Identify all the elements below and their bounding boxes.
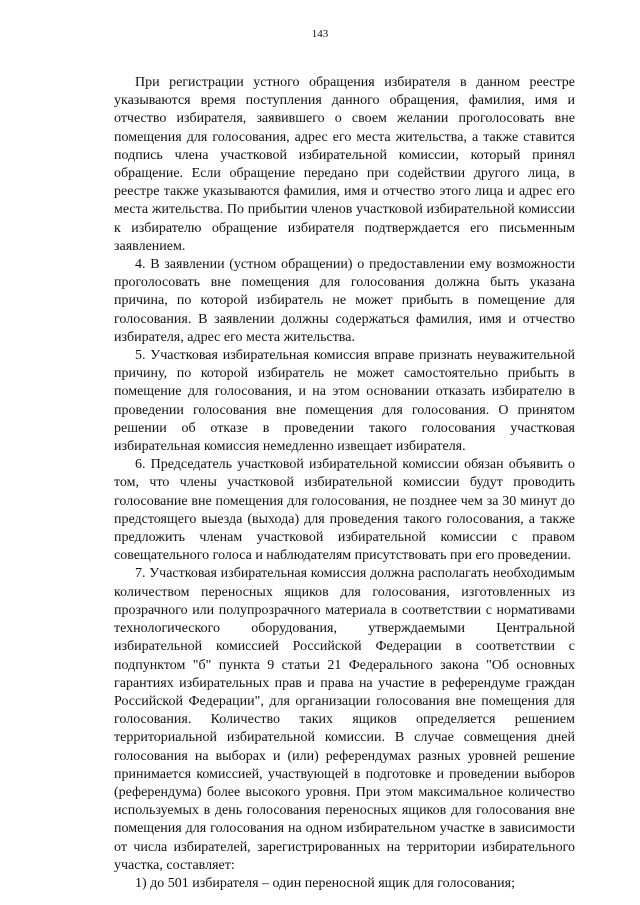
paragraph-item-5: 5. Участковая избирательная комиссия вправе признать неуважительной причину, по которой избиратель не может самостоятельно прибыть в помещение для голосования, и на этом основании отказать избирателю в проведении голосования вне помещения для голосования. О принятом решении об отказе в проведении такого голосования участковая избирательная комиссия немедленно извещает избирателя. xyxy=(114,348,575,455)
paragraph-subitem-1: 1) до 501 избирателя – один переносной ящик для голосования; xyxy=(135,875,515,891)
paragraph-item-6: 6. Председатель участковой избирательной комиссии обязан объявить о том, что члены участковой избирательной комиссии будут проводить голосование вне помещения для голосования, не позднее чем за 30 минут до предстоящего выезда (выхода) для проведения такого голосования, а также предложить членам участковой избирательной комиссии с правом совещательного голоса и наблюдателям присутствовать при его проведении. xyxy=(114,457,575,564)
document-body xyxy=(114,74,575,893)
paragraph-item-4: 4. В заявлении (устном обращении) о предоставлении ему возможности проголосовать вне помещения для голосования должна быть указана причина, по которой избиратель не может прибыть в помещение для голосования. В заявлении должны содержаться фамилия, имя и отчество избирателя, адрес его места жительства. xyxy=(114,257,575,345)
page-number: 143 xyxy=(311,28,329,40)
paragraph-registration-registry: При регистрации устного обращения избирателя в данном реестре указываются время поступления данного обращения, фамилия, имя и отчество избирателя, заявившего о своем желании проголосовать вне помещения для голосования, адрес его места жительства, а также ставится подпись члена участковой избирательной комиссии, который принял обращение. Если обращение передано при содействии другого лица, в реестре также указываются фамилия, имя и отчество этого лица и адрес его места жительства. По прибытии членов участковой избирательной комиссии к избирателю обращение избирателя подтверждается его письменным заявлением. xyxy=(114,75,575,254)
paragraph-item-7: 7. Участковая избирательная комиссия должна располагать необходимым количеством переносных ящиков для голосования, изготовленных из прозрачного или полупрозрачного материала в соответствии с нормативами технологического оборудования, утверждаемыми Центральной избирательной комиссией Российской Федерации в соответствии с подпунктом "б" пункта 9 статьи 21 Федерального закона "Об основных гарантиях избирательных прав и права на участие в референдуме граждан Российской Федерации", для организации голосования вне помещения для голосования. Количество таких ящиков определяется решением территориальной избирательной комиссии. В случае совмещения дней голосования на выборах и (или) референдумах разных уровней решение принимается комиссией, участвующей в подготовке и проведении выборов (референдума) более высокого уровня. При этом максимальное количество используемых в день голосования переносных ящиков для голосования вне помещения для голосования на одном избирательном участке в зависимости от числа избирателей, зарегистрированных на территории избирательного участка, составляет: xyxy=(114,566,575,873)
